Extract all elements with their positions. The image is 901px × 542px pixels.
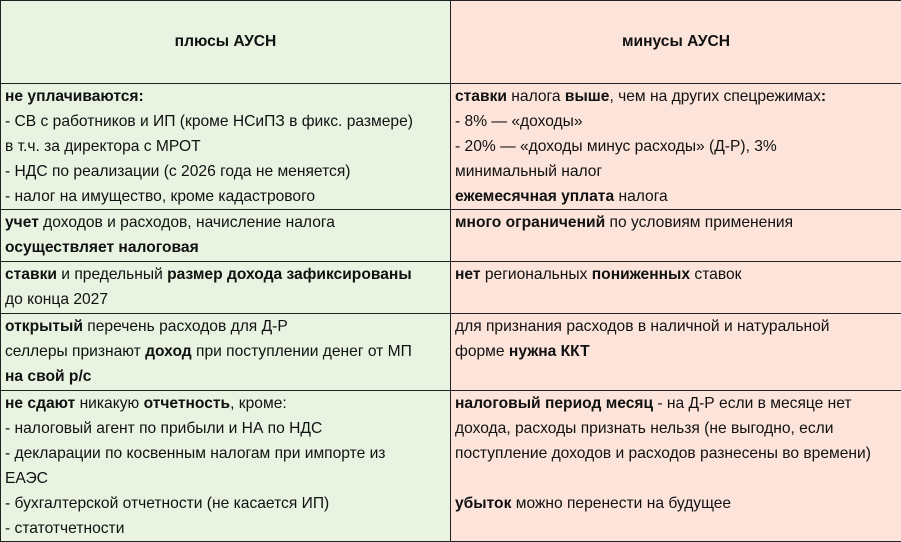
- table-row: [1, 84, 901, 210]
- minus-cell-restrictions: [451, 210, 901, 262]
- text: налога: [507, 88, 565, 105]
- text: по условиям применения: [605, 214, 793, 231]
- text: при поступлении денег от МП: [192, 343, 412, 360]
- plus-cell-accounting: [1, 210, 451, 262]
- bold-text: ставки: [5, 266, 57, 283]
- minus-cell-rates-higher: [451, 84, 901, 210]
- text: , кроме:: [230, 395, 287, 412]
- bold-text: нужна ККТ: [509, 343, 590, 360]
- text: - на Д-Р если в месяце нет: [653, 395, 852, 412]
- bold-text: убыток: [455, 495, 511, 512]
- text: поступление доходов и расходов разнесены во времени): [455, 441, 897, 466]
- bold-text: на свой р/с: [5, 368, 91, 385]
- bold-text: выше: [565, 88, 610, 105]
- header-plus: плюсы АУСН: [1, 1, 451, 84]
- list-item: - 8% — «доходы»: [455, 109, 897, 134]
- text: для признания расходов в наличной и натуральной: [455, 314, 897, 339]
- text: дохода, расходы признать нельзя (не выгодно, если: [455, 416, 897, 441]
- text: перечень расходов для Д-Р: [83, 318, 288, 335]
- bold-text: нет: [455, 266, 481, 283]
- list-item: - налог на имущество, кроме кадастрового: [5, 184, 446, 209]
- bold-text: не сдают: [5, 395, 75, 412]
- text: никакую: [75, 395, 143, 412]
- header-row: [1, 1, 901, 84]
- bold-text: :: [821, 88, 826, 105]
- text: налога: [614, 188, 668, 205]
- text: до конца 2027: [5, 287, 446, 312]
- bold-text: размер дохода зафиксированы: [167, 266, 412, 283]
- plus-cell-not-paid: [1, 84, 451, 210]
- bold-text: ставки: [455, 88, 507, 105]
- bold-text: пониженных: [592, 266, 690, 283]
- bold-text: учет: [5, 214, 39, 231]
- text: региональных: [481, 266, 592, 283]
- table-row: [1, 262, 901, 314]
- minus-cell-kkt-required: [451, 314, 901, 391]
- bold-text: много ограничений: [455, 214, 605, 231]
- header-minus: минусы АУСН: [451, 1, 901, 84]
- list-item-continuation: ЕАЭС: [5, 466, 446, 491]
- blank-line: [455, 466, 897, 491]
- list-item: - статотчетности: [5, 516, 446, 541]
- table-row: [1, 210, 901, 262]
- plus-cell-open-expenses: [1, 314, 451, 391]
- list-item: - декларации по косвенным налогам при импорте из: [5, 441, 446, 466]
- bold-text: осуществляет налоговая: [5, 239, 199, 256]
- bold-text: ежемесячная уплата: [455, 188, 614, 205]
- text: селлеры признают: [5, 343, 145, 360]
- text: и предельный: [57, 266, 167, 283]
- list-item: - 20% — «доходы минус расходы» (Д-Р), 3%: [455, 134, 897, 159]
- bold-text: открытый: [5, 318, 83, 335]
- list-item-continuation: в т.ч. за директора с МРОТ: [5, 134, 446, 159]
- bold-text: налоговый период месяц: [455, 395, 653, 412]
- list-item: - НДС по реализации (с 2026 года не меняется): [5, 159, 446, 184]
- bold-text: отчетность: [144, 395, 231, 412]
- list-item: - налоговый агент по прибыли и НА по НДС: [5, 416, 446, 441]
- text: ставок: [690, 266, 741, 283]
- minus-cell-no-regional-rates: [451, 262, 901, 314]
- text: , чем на других спецрежимах: [609, 88, 820, 105]
- text: доходов и расходов, начисление налога: [39, 214, 335, 231]
- table-row: [1, 391, 901, 542]
- bold-text: доход: [145, 343, 192, 360]
- plus-cell-no-reporting: [1, 391, 451, 542]
- plus-cell-rates-fixed: [1, 262, 451, 314]
- bold-text: не уплачиваются:: [5, 88, 144, 105]
- table-row: [1, 314, 901, 391]
- list-item: - СВ с работников и ИП (кроме НСиПЗ в фикс. размере): [5, 109, 446, 134]
- text: можно перенести на будущее: [511, 495, 731, 512]
- list-item: - бухгалтерской отчетности (не касается ИП): [5, 491, 446, 516]
- list-item-continuation: минимальный налог: [455, 159, 897, 184]
- text: форме: [455, 343, 509, 360]
- minus-cell-tax-period: [451, 391, 901, 542]
